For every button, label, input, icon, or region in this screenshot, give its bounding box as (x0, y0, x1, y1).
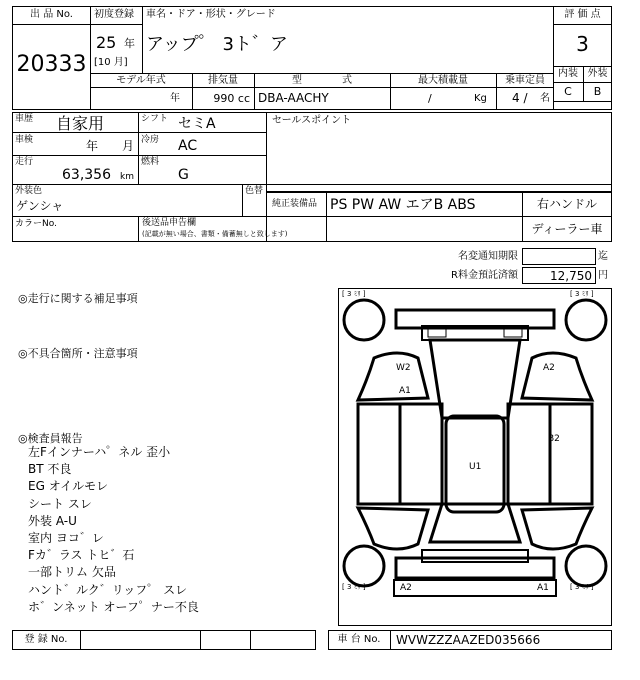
color-change-label: 色替 (245, 186, 264, 196)
capacity-label: 乗車定員 (505, 75, 545, 86)
car-name: アップ゜ 3ト゛ア (146, 34, 288, 55)
model-code-label: 型 式 (292, 75, 352, 86)
driving-notes-label: ◎走行に関する補足事項 (18, 292, 138, 305)
registration-number-label: 登 録 No. (24, 634, 68, 645)
tire-rear-left-depth: [ 3 ﾐﾘ ] (342, 583, 366, 591)
tire-rear-right-depth: [ 3 ﾐﾘ ] (570, 583, 594, 591)
ac-value: AC (178, 138, 198, 154)
shift-value: セミA (178, 116, 216, 132)
fuel-label: 燃料 (141, 157, 160, 167)
damage-mark-u1: U1 (469, 462, 482, 472)
max-load-unit: Kg (474, 93, 487, 104)
inspector-report-label: ◎検査員報告 (18, 432, 83, 445)
inspection-month-unit: 月 (122, 139, 135, 153)
color-number-label: カラーNo. (15, 219, 57, 229)
inspector-report-item: 外装 A-U (28, 513, 77, 528)
inspection-year-unit: 年 (86, 139, 99, 153)
score-label: 評 価 点 (564, 9, 601, 20)
aftermarket-note: (記載が無い場合、書類・備蓄無しと致します) (142, 230, 288, 238)
damage-mark-a2-rear: A2 (400, 583, 412, 593)
equipment-value: PS PW AW エアB ABS (330, 197, 476, 213)
aftermarket-label: 後送品申告欄 (142, 218, 197, 228)
ac-label: 冷房 (141, 135, 160, 145)
recycle-fee-label: R料金預託済額 (451, 270, 518, 281)
inspection-label: 車検 (15, 135, 34, 145)
model-code: DBA-AACHY (258, 91, 329, 105)
lot-number: 20333 (16, 52, 87, 77)
tire-front-left-depth: [ 3 ﾐﾘ ] (342, 290, 366, 298)
shift-label: シフト (141, 114, 169, 124)
capacity-unit: 名 (540, 93, 550, 104)
damage-mark-w2: W2 (396, 363, 411, 373)
tire-front-right-depth: [ 3 ﾐﾘ ] (570, 290, 594, 298)
damage-mark-a2-right: A2 (543, 363, 555, 373)
lot-number-label: 出 品 No. (30, 9, 73, 20)
model-year-label: モデル年式 (116, 75, 166, 86)
score-value: 3 (576, 32, 589, 56)
damage-mark-a1-rear: A1 (537, 583, 549, 593)
displacement-label: 排気量 (208, 75, 238, 86)
equipment-label: 純正装備品 (272, 199, 318, 209)
first-registration-month: [10 月] (94, 57, 128, 68)
inspector-report-item: EG オイルモレ (28, 479, 109, 494)
mileage-label: 走行 (15, 157, 34, 167)
chassis-number: WVWZZZAAZED035666 (396, 633, 541, 647)
car-name-label: 車名・ドア・形状・グレード (146, 9, 276, 20)
history-value: 自家用 (56, 114, 105, 133)
steering-value: 右ハンドル (536, 197, 597, 211)
inspector-report-item: 左Fインナーハ゜ネル 歪小 (28, 445, 171, 459)
exterior-color-value: ゲンシャ (16, 199, 64, 213)
fuel-value: G (178, 167, 189, 183)
inspector-report-item: Fカ゛ラス トヒ゛石 (28, 548, 135, 563)
first-registration-year: 25 (96, 33, 117, 52)
exterior-label: 外装 (587, 68, 608, 79)
first-registration-label: 初度登録 (94, 9, 134, 20)
name-change-suffix: 迄 (598, 251, 608, 262)
recycle-fee-unit: 円 (598, 270, 608, 281)
displacement-value: 990 cc (213, 92, 250, 105)
name-change-label: 名変通知期限 (458, 251, 518, 262)
inspector-report-item: 一部トリム 欠品 (28, 565, 116, 580)
history-label: 車歴 (15, 114, 34, 124)
mileage-value: 63,356 (62, 167, 111, 183)
recycle-fee-value: 12,750 (550, 269, 592, 283)
max-load-slash: / (428, 92, 432, 105)
name-change-box (522, 248, 596, 265)
max-load-label: 最大積載量 (418, 75, 468, 86)
exterior-grade: B (593, 85, 602, 98)
damage-mark-b2: B2 (548, 434, 560, 444)
inspector-report-item: ハント゛ルク゛リッフ゜ スレ (28, 582, 188, 597)
interior-grade: C (564, 85, 572, 98)
inspector-report-item: シート スレ (28, 496, 92, 511)
dealer-value: ディーラー車 (531, 222, 603, 236)
model-year-unit: 年 (170, 93, 180, 104)
inspector-report-item: BT 不良 (28, 462, 72, 477)
mileage-unit: km (120, 172, 134, 182)
year-unit: 年 (124, 37, 135, 50)
exterior-color-label: 外装色 (15, 186, 43, 196)
inspector-report-item: 室内 ヨコ゛レ (28, 531, 104, 545)
sales-point-label: セールスポイント (272, 115, 352, 126)
interior-label: 内装 (558, 68, 578, 79)
defect-notes-label: ◎不具合箇所・注意事項 (18, 347, 138, 360)
damage-mark-a1-front: A1 (399, 386, 411, 396)
chassis-number-label: 車 台 No. (337, 634, 381, 645)
capacity-value: 4 / (512, 91, 528, 105)
inspector-report-item: ホ゛ンネット オーフ゜ナー不良 (28, 599, 199, 614)
car-condition-diagram (338, 288, 612, 626)
